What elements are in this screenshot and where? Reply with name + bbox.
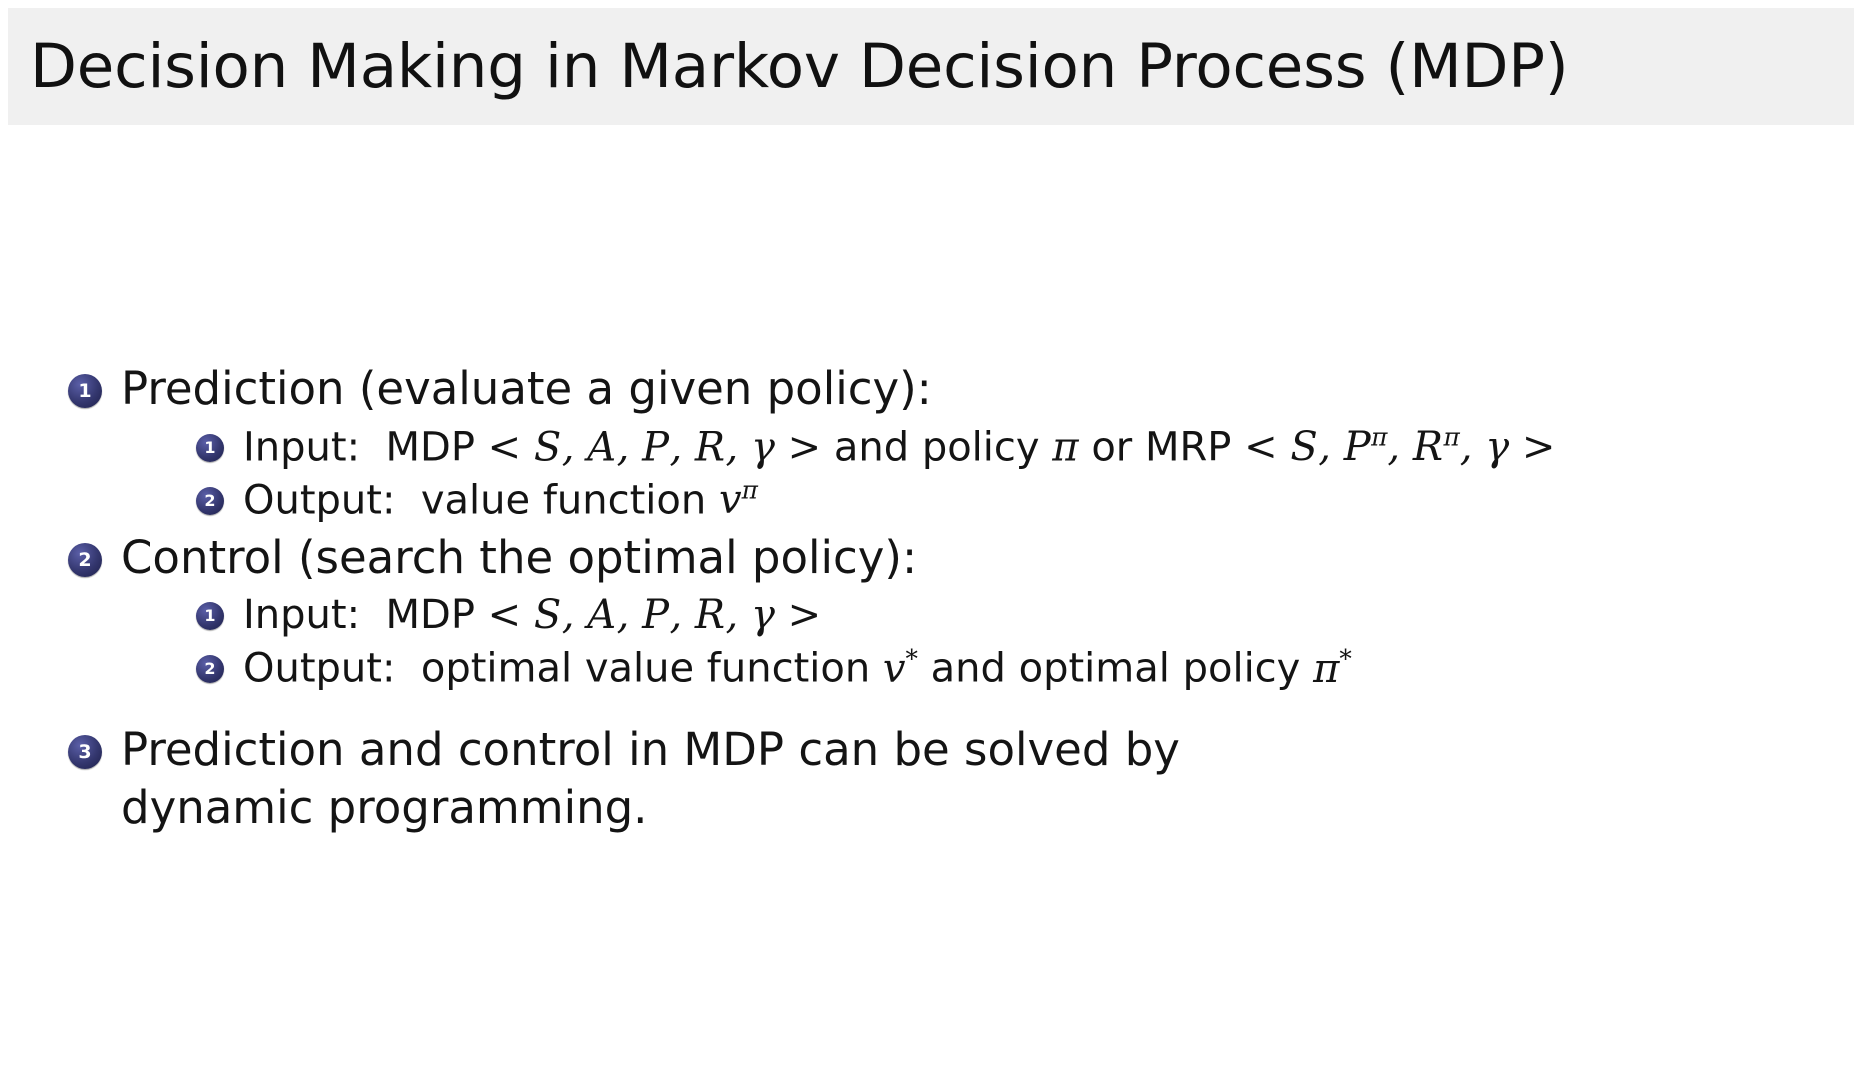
list-item: [0, 643, 1862, 695]
mdp-label: MDP: [385, 423, 475, 470]
optimal-value-function-text: optimal value function: [420, 645, 871, 692]
list-item-label: [243, 643, 1352, 695]
pi-symbol: π: [1052, 423, 1079, 470]
v-pi-math: $v^\pi$: [718, 476, 758, 524]
list-bullet-number: 1: [68, 374, 102, 408]
list-bullet-number: 2: [196, 655, 224, 683]
list-bullet-number: 3: [68, 735, 102, 769]
mdp-tuple-math: < S, A, P, R, γ >: [487, 592, 822, 639]
page-title: Decision Making in Markov Decision Process (MDP): [30, 31, 1569, 102]
list-bullet-number: 2: [68, 543, 102, 577]
mdp-tuple-math: < S, A, P, R, γ >: [487, 423, 822, 470]
list-bullet-number: 1: [196, 602, 224, 630]
list-item-label: [243, 590, 821, 641]
list-item-label: Prediction (evaluate a given policy):: [121, 362, 932, 415]
slide-title-bar: [8, 8, 1854, 125]
and-optimal-policy-text: and optimal policy: [930, 645, 1301, 692]
input-label: Input:: [243, 592, 361, 639]
outline-list: [0, 360, 1862, 836]
list-item-label: [243, 475, 758, 527]
or-text: or: [1091, 423, 1133, 470]
mrp-label: MRP: [1144, 423, 1232, 470]
sub-list-1: [0, 422, 1862, 527]
and-policy-text: and policy: [833, 423, 1040, 470]
output-label: Output:: [243, 645, 396, 692]
list-item: [0, 529, 1862, 587]
list-item: [0, 590, 1862, 641]
list-item: [0, 721, 1862, 836]
value-function-text: value function: [420, 477, 707, 524]
mdp-label: MDP: [385, 592, 475, 639]
input-label: Input:: [243, 423, 361, 470]
sub-list-2: [0, 590, 1862, 695]
v-star-math: v*: [882, 644, 918, 692]
output-label: Output:: [243, 477, 396, 524]
list-item-label: Prediction and control in MDP can be solved by dynamic programming.: [121, 722, 1180, 834]
pi-star-math: π*: [1313, 644, 1352, 692]
list-item: [0, 360, 1862, 418]
list-bullet-number: 1: [196, 434, 224, 462]
mrp-tuple-math: < S, $P^\pi$, $R^\pi$, γ >: [1244, 422, 1556, 470]
slide-content: [0, 360, 1862, 840]
list-item-label: [243, 422, 1555, 474]
list-item: [0, 475, 1862, 527]
list-bullet-number: 2: [196, 487, 224, 515]
list-item-label: Control (search the optimal policy):: [121, 530, 918, 584]
list-item: [0, 422, 1862, 474]
